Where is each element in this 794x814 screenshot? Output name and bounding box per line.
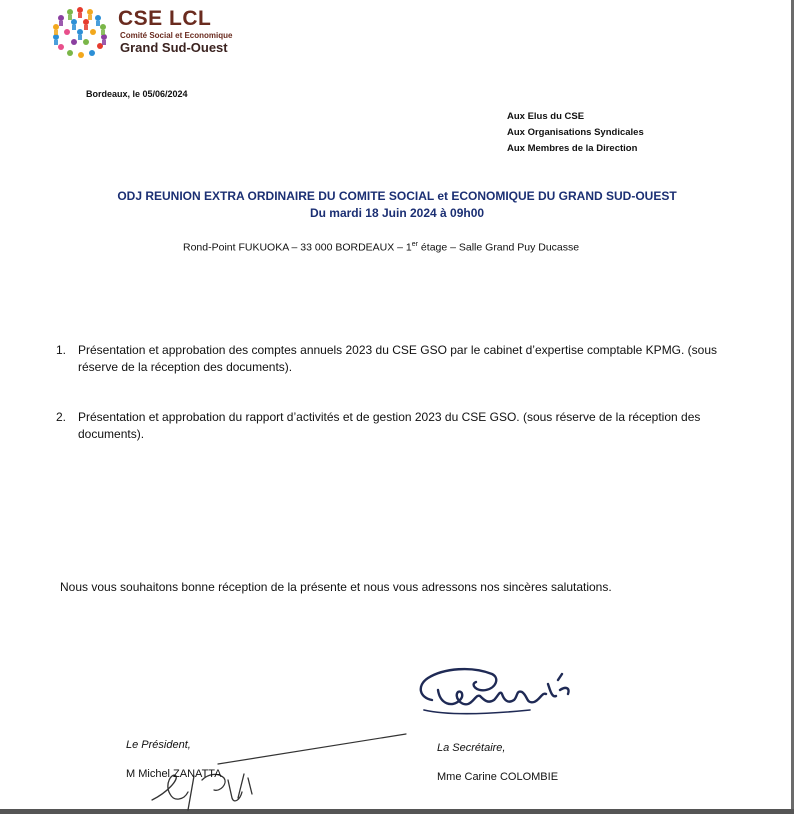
logo-region: Grand Sud-Ouest (120, 40, 228, 55)
agenda-item-number: 2. (56, 410, 67, 424)
location-text: Rond-Point FUKUOKA – 33 000 BORDEAUX – 1 (183, 241, 412, 254)
president-role: Le Président, (126, 739, 191, 751)
meeting-location (183, 241, 579, 254)
recipients-block (507, 109, 644, 157)
closing-sentence: Nous vous souhaitons bonne réception de la présente et nous vous adressons nos sincères salutations. (60, 580, 612, 594)
people-circle-logo-icon (48, 4, 112, 60)
secretary-role: La Secrétaire, (437, 742, 506, 754)
document-title: ODJ REUNION EXTRA ORDINAIRE DU COMITE SOCIAL et ECONOMIQUE DU GRAND SUD-OUEST (117, 189, 677, 203)
meeting-date: Du mardi 18 Juin 2024 à 09h00 (309, 206, 485, 220)
location-text-end: étage – Salle Grand Puy Ducasse (418, 241, 580, 254)
secretary-signature-icon (410, 660, 580, 722)
location-ordinal: er (411, 241, 419, 248)
date-line: Bordeaux, le 05/06/2024 (86, 89, 188, 99)
logo-subtitle: Comité Social et Economique (120, 31, 233, 40)
recipient-line: Aux Organisations Syndicales (507, 127, 644, 138)
recipient-line: Aux Membres de la Direction (507, 143, 638, 154)
agenda-item-number: 1. (56, 343, 67, 357)
agenda-item-text: Présentation et approbation du rapport d’activités et de gestion 2023 du CSE GSO. (sous réserve de la réception des documents). (78, 410, 701, 441)
cse-logo (48, 4, 248, 60)
agenda-item-text: Présentation et approbation des comptes annuels 2023 du CSE GSO par le cabinet d’expertise comptable KPMG. (sous réserve de la réception des documents). (78, 343, 718, 374)
logo-title: CSE LCL (118, 7, 212, 30)
president-name: M Michel ZANATTA (126, 768, 222, 780)
secretary-name: Mme Carine COLOMBIE (437, 771, 559, 783)
recipient-line: Aux Elus du CSE (507, 111, 585, 122)
